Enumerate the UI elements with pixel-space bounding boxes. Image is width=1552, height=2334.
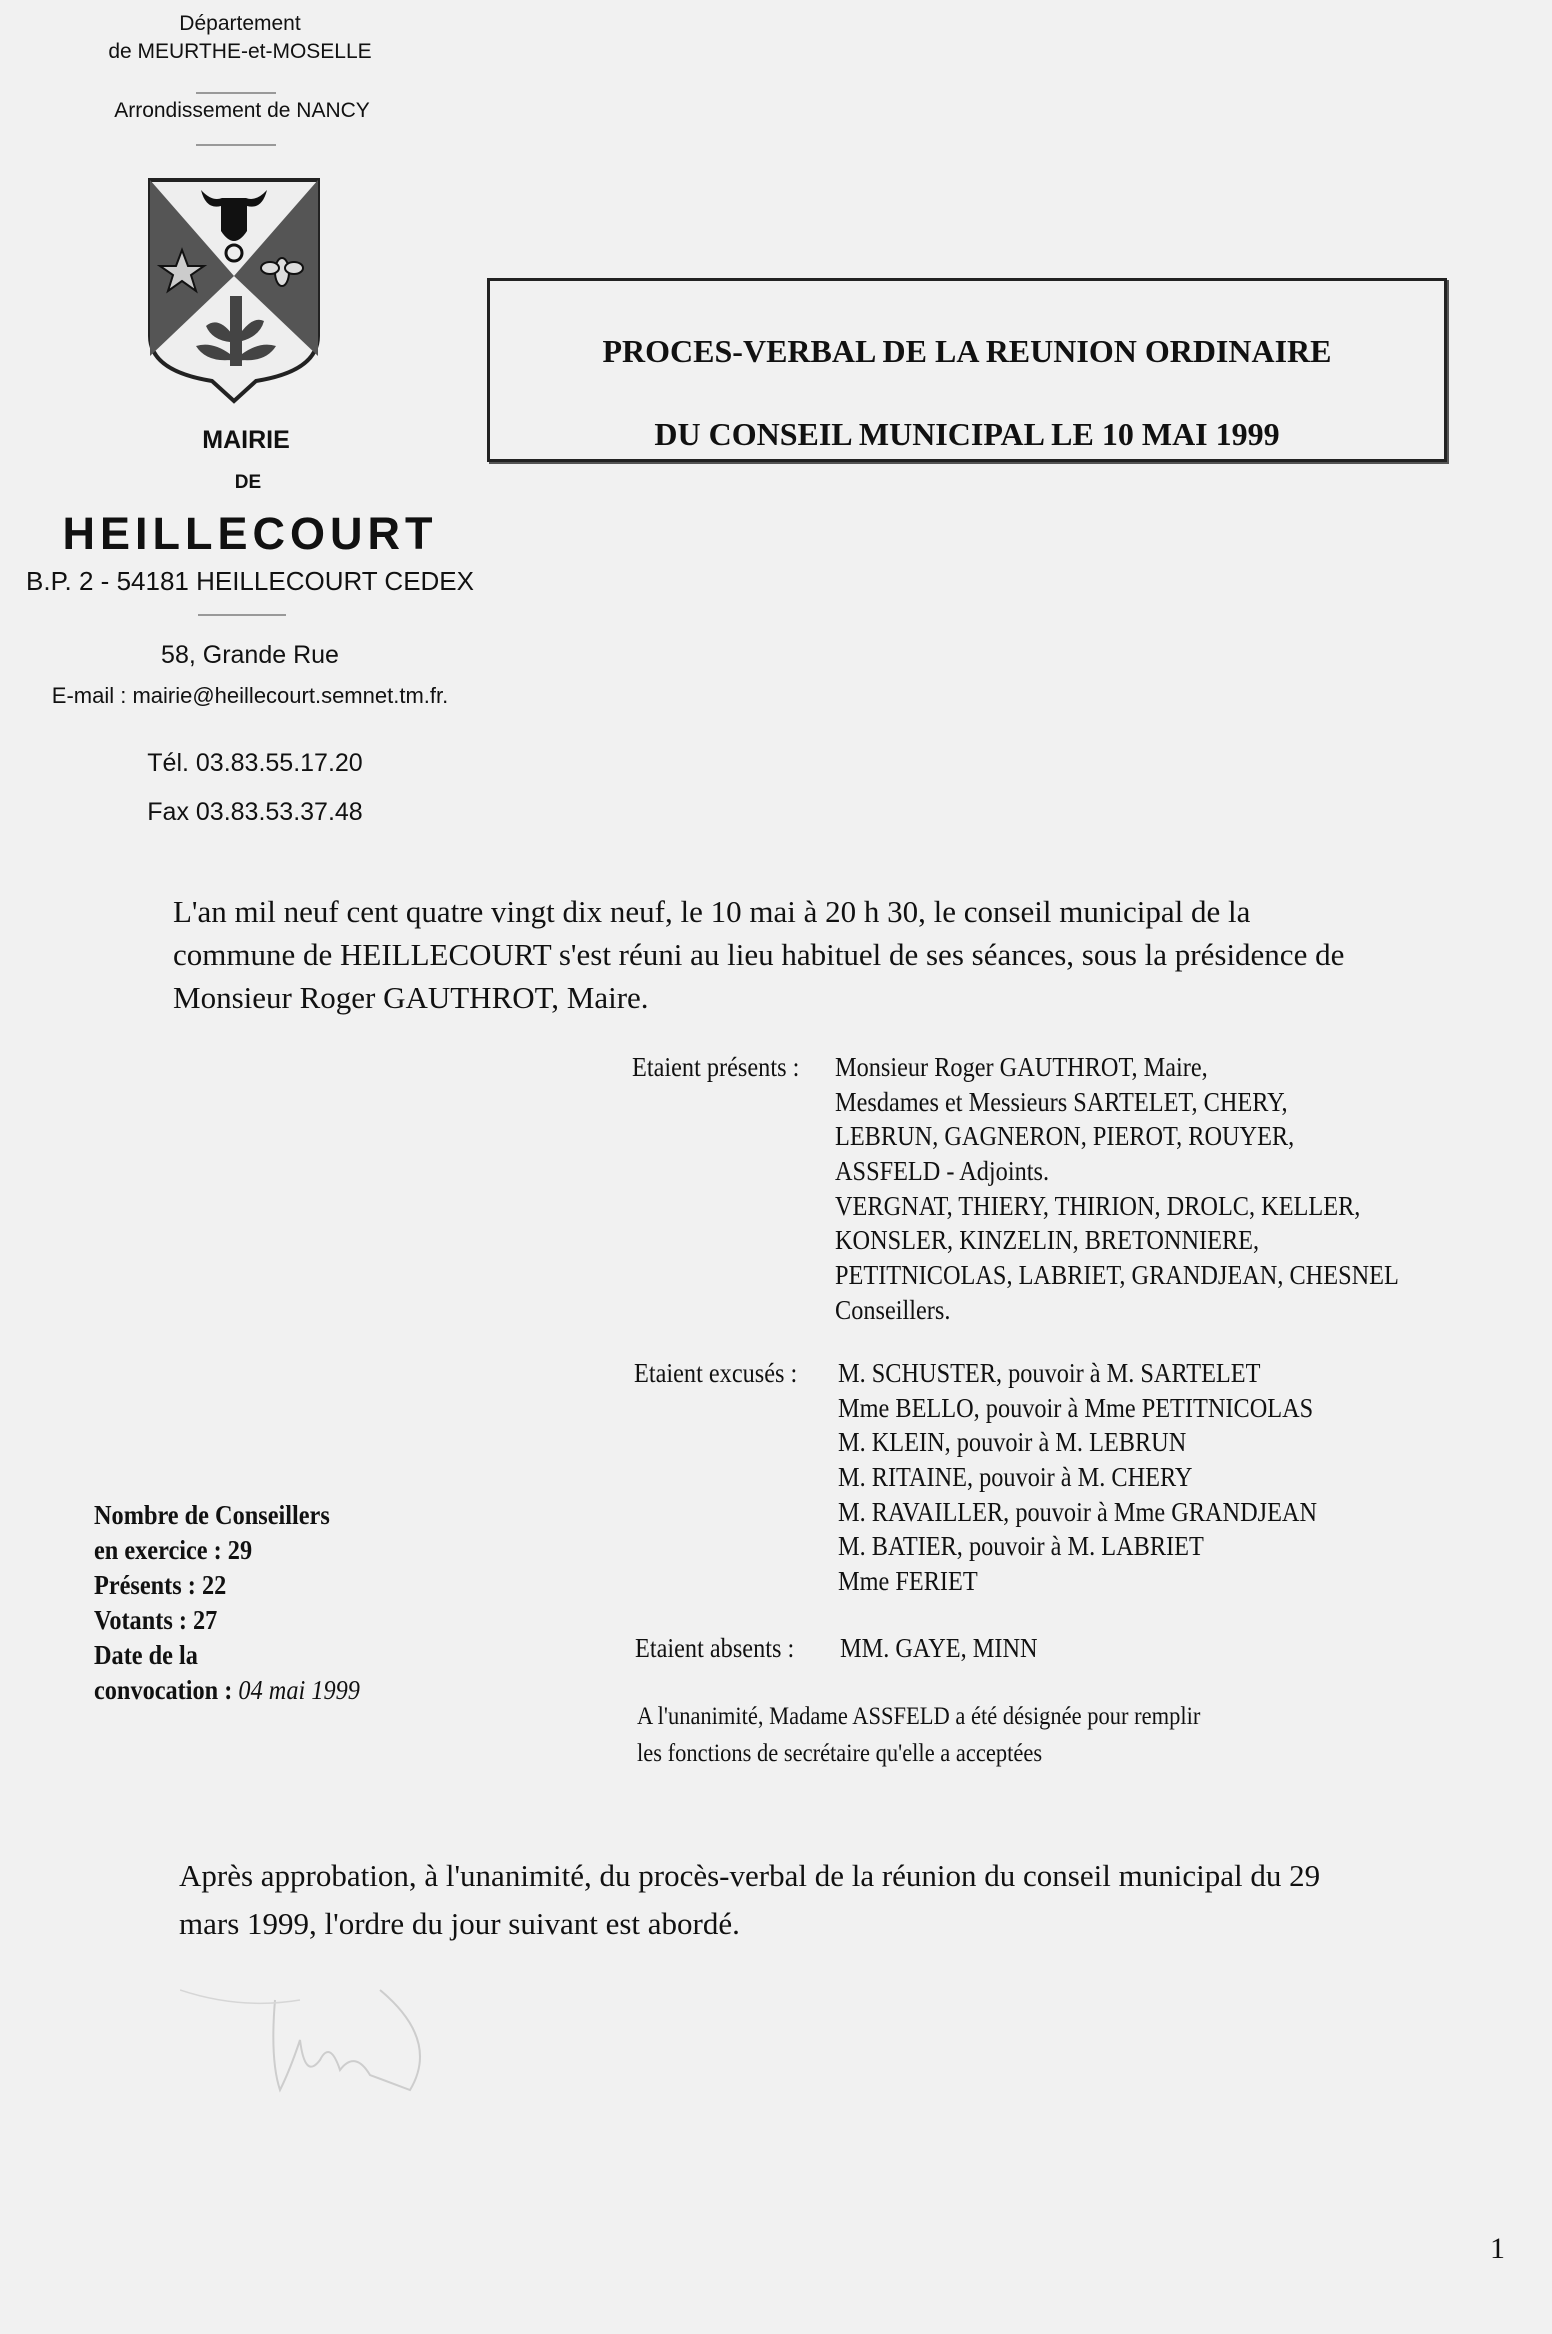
secretary-line: les fonctions de secrétaire qu'elle a acceptées: [637, 1740, 1043, 1767]
list-item: M. RAVAILLER, pouvoir à Mme GRANDJEAN: [838, 1496, 1318, 1527]
divider: [198, 614, 286, 616]
department-line2: de MEURTHE-et-MOSELLE: [108, 40, 372, 63]
list-item: M. RITAINE, pouvoir à M. CHERY: [838, 1462, 1193, 1493]
list-item: KONSLER, KINZELIN, BRETONNIERE,: [835, 1225, 1260, 1256]
convocation-date: 04 mai 1999: [238, 1675, 360, 1705]
intro-line: Monsieur Roger GAUTHROT, Maire.: [173, 980, 649, 1015]
postal-address: B.P. 2 - 54181 HEILLECOURT CEDEX: [26, 566, 474, 596]
street-address: 58, Grande Rue: [161, 641, 339, 669]
mairie-label: MAIRIE: [202, 426, 290, 454]
secretary-note: [637, 1698, 1200, 1772]
approval-line: mars 1999, l'ordre du jour suivant est abordé.: [179, 1906, 740, 1941]
list-item: Conseillers.: [835, 1294, 951, 1325]
title-line1: PROCES-VERBAL DE LA REUNION ORDINAIRE: [602, 333, 1332, 369]
intro-line: L'an mil neuf cent quatre vingt dix neuf, le 10 mai à 20 h 30, le conseil municipal de la: [173, 894, 1251, 929]
divider: [196, 92, 276, 94]
intro-line: commune de HEILLECOURT s'est réuni au lieu habituel de ses séances, sous la présidence de: [173, 937, 1345, 972]
telephone: Tél. 03.83.55.17.20: [147, 749, 363, 777]
stats-votants: Votants : 27: [94, 1605, 218, 1635]
fax: Fax 03.83.53.37.48: [147, 798, 363, 826]
list-item: LEBRUN, GAGNERON, PIEROT, ROUYER,: [835, 1121, 1295, 1152]
page-number: 1: [1490, 2232, 1505, 2265]
list-item: M. SCHUSTER, pouvoir à M. SARTELET: [838, 1358, 1261, 1388]
title-box: [487, 278, 1447, 462]
list-item: Monsieur Roger GAUTHROT, Maire,: [835, 1052, 1208, 1082]
title-line2: DU CONSEIL MUNICIPAL LE 10 MAI 1999: [654, 416, 1280, 452]
excuses-label: Etaient excusés :: [634, 1358, 798, 1388]
coat-of-arms-icon: [146, 176, 326, 406]
absents-label: Etaient absents :: [635, 1633, 795, 1663]
stats-presents: Présents : 22: [94, 1570, 227, 1600]
signature-mark: [180, 1980, 500, 2140]
list-item: PETITNICOLAS, LABRIET, GRANDJEAN, CHESNEL: [835, 1260, 1399, 1291]
list-item: VERGNAT, THIERY, THIRION, DROLC, KELLER,: [835, 1190, 1361, 1221]
excuses-list: [838, 1358, 1317, 1601]
intro-paragraph: [173, 890, 1344, 1019]
approval-line: Après approbation, à l'unanimité, du procès-verbal de la réunion du conseil municipal du 29: [179, 1858, 1321, 1893]
de-label: DE: [234, 472, 262, 493]
stats-date-label: Date de la: [94, 1640, 198, 1670]
email: E-mail : mairie@heillecourt.semnet.tm.fr.: [51, 683, 449, 708]
approval-paragraph: [179, 1852, 1320, 1948]
divider: [196, 144, 276, 146]
list-item: ASSFELD - Adjoints.: [835, 1156, 1050, 1187]
arrondissement: Arrondissement de NANCY: [114, 99, 370, 122]
list-item: M. BATIER, pouvoir à M. LABRIET: [838, 1531, 1204, 1562]
presents-label: Etaient présents :: [632, 1052, 800, 1082]
secretary-line: A l'unanimité, Madame ASSFELD a été désignée pour remplir: [637, 1703, 1201, 1730]
list-item: Mesdames et Messieurs SARTELET, CHERY,: [835, 1086, 1288, 1117]
stats-heading: Nombre de Conseillers: [94, 1500, 330, 1530]
council-stats: [94, 1500, 360, 1710]
stats-exercice: en exercice : 29: [94, 1535, 253, 1565]
absents-value: MM. GAYE, MINN: [840, 1633, 1038, 1663]
stats-convocation-label: convocation :: [94, 1675, 233, 1705]
town-name: HEILLECOURT: [62, 508, 438, 559]
list-item: Mme FERIET: [838, 1566, 978, 1597]
department-line1: Département: [179, 12, 301, 35]
list-item: Mme BELLO, pouvoir à Mme PETITNICOLAS: [838, 1392, 1314, 1423]
presents-list: [835, 1052, 1399, 1330]
list-item: M. KLEIN, pouvoir à M. LEBRUN: [838, 1427, 1187, 1458]
